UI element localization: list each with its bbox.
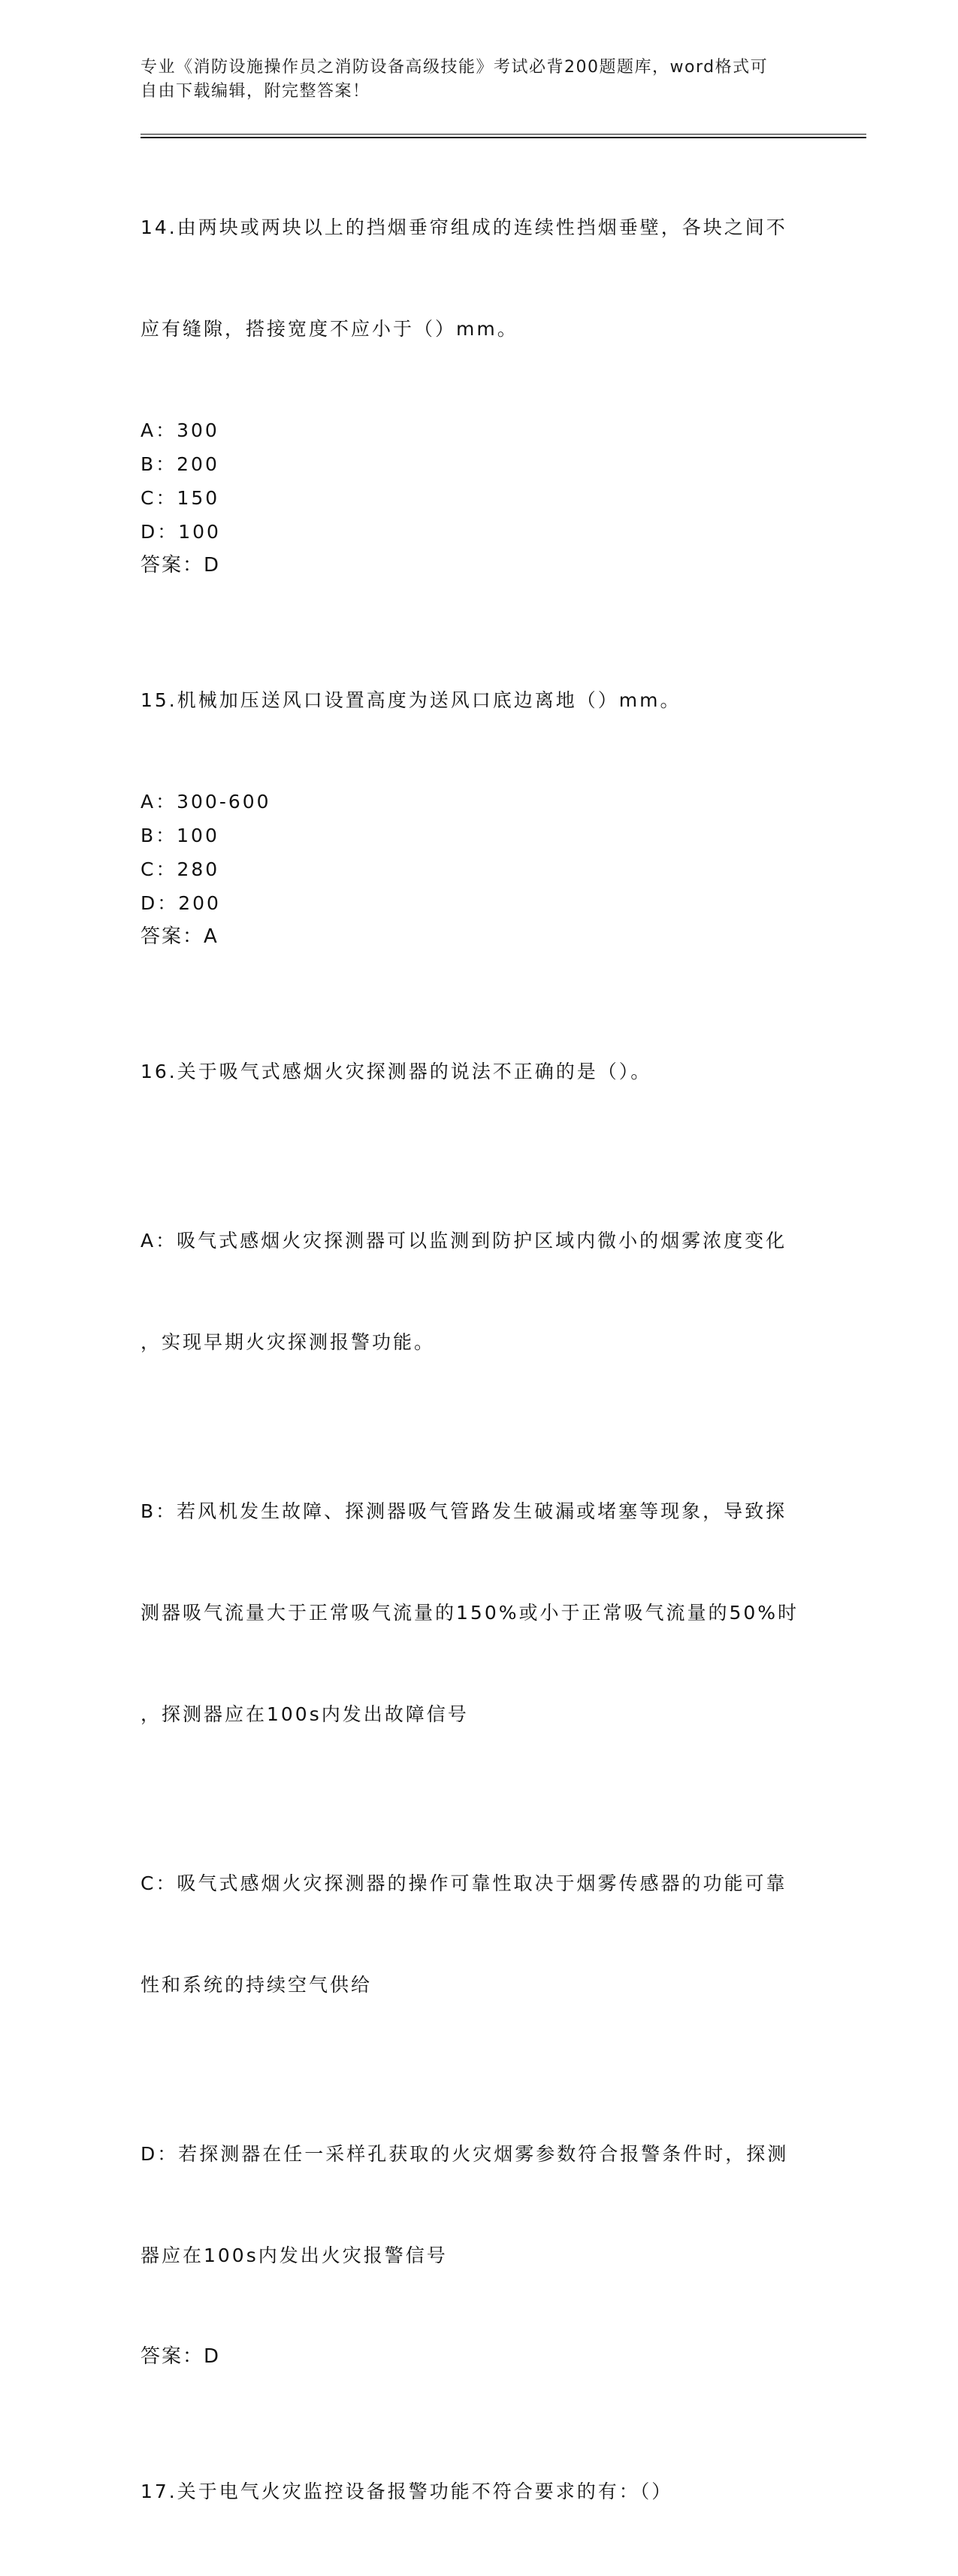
option-line: C：吸气式感烟火灾探测器的操作可靠性取决于烟雾传感器的功能可靠 — [141, 1872, 787, 1894]
question-17 — [141, 2407, 817, 2576]
question-spacer — [141, 583, 817, 616]
option-b: B：100 — [141, 825, 219, 846]
option-b: B：200 — [141, 453, 219, 475]
option-line: 测器吸气流量大于正常吸气流量的150%或小于正常吸气流量的50%时 — [141, 1602, 799, 1624]
option-a: A：300-600 — [141, 791, 271, 813]
document-header — [141, 56, 802, 104]
option-a: A：300 — [141, 419, 219, 441]
question-spacer — [141, 954, 817, 987]
stem-line: 16.关于吸气式感烟火灾探测器的说法不正确的是（）。 — [141, 1061, 652, 1082]
option-line: B：若风机发生故障、探测器吸气管路发生破漏或堵塞等现象，导致探 — [141, 1500, 787, 1522]
answer-text: 答案：D — [141, 2345, 221, 2368]
option-c: C：280 — [141, 858, 220, 880]
option-line: 性和系统的持续空气供给 — [141, 1974, 373, 1996]
question-14 — [141, 143, 817, 583]
option-c: C：150 — [141, 487, 220, 509]
answer-text: 答案：D — [141, 554, 221, 577]
header-line-2: 自由下载编辑，附完整答案！ — [141, 82, 370, 101]
question-spacer — [141, 2374, 817, 2407]
option-line: A：吸气式感烟火灾探测器可以监测到防护区域内微小的烟雾浓度变化 — [141, 1230, 787, 1252]
stem-line: 17.关于电气火灾监控设备报警功能不符合要求的有：（） — [141, 2481, 673, 2502]
option-line: ，实现早期火灾探测报警功能。 — [141, 1331, 436, 1353]
option-line: ，探测器应在100s内发出故障信号 — [141, 1703, 469, 1725]
question-stem — [141, 143, 817, 413]
header-line-1: 专业《消防设施操作员之消防设备高级技能》考试必背200题题库，word格式可 — [141, 58, 769, 77]
answer-text: 答案：A — [141, 925, 219, 948]
option-line: D：若探测器在任一采样孔获取的火灾烟雾参数符合报警条件时，探测 — [141, 2143, 789, 2165]
question-stem — [141, 987, 817, 1156]
option-d: D：100 — [141, 521, 221, 543]
question-stem — [141, 616, 817, 785]
question-list — [141, 143, 817, 2576]
header-divider-thin — [141, 134, 866, 135]
question-16 — [141, 987, 817, 2374]
question-15 — [141, 616, 817, 954]
question-stem — [141, 2407, 817, 2576]
option-line: 器应在100s内发出火灾报警信号 — [141, 2245, 448, 2266]
stem-line: 应有缝隙，搭接宽度不应小于（）mm。 — [141, 318, 518, 340]
option-b — [141, 1427, 817, 1799]
option-a — [141, 1156, 817, 1427]
option-d — [141, 2069, 817, 2340]
option-d: D：200 — [141, 892, 221, 914]
stem-line: 15.机械加压送风口设置高度为送风口底边离地（）mm。 — [141, 689, 681, 711]
header-divider-thick — [141, 137, 866, 138]
option-c — [141, 1799, 817, 2069]
stem-line: 14.由两块或两块以上的挡烟垂帘组成的连续性挡烟垂壁，各块之间不 — [141, 216, 787, 238]
